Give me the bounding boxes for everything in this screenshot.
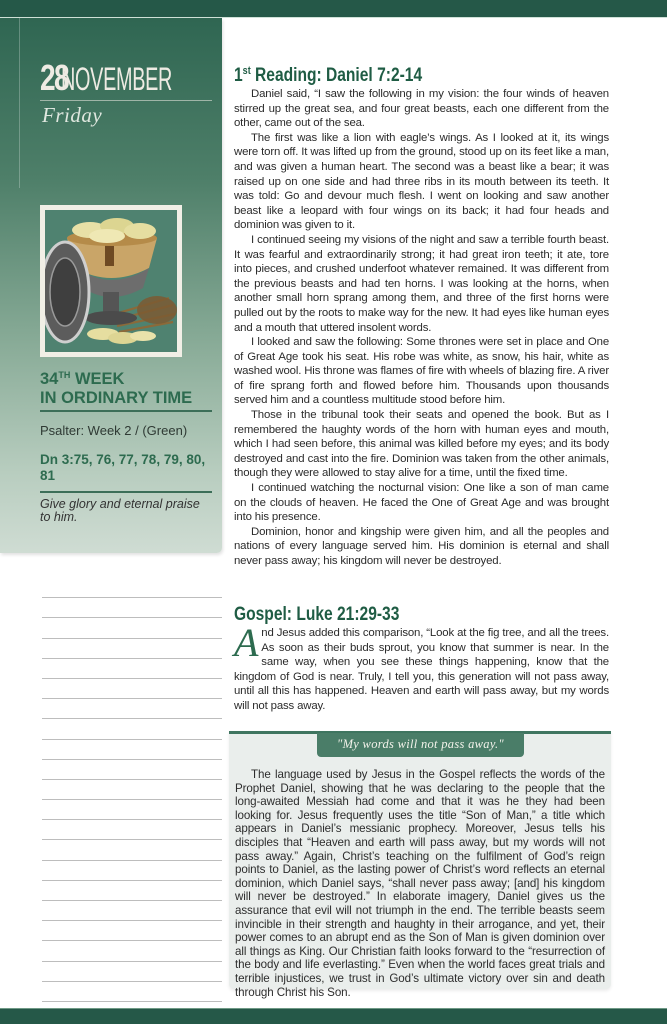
chalice-image-frame xyxy=(40,205,182,357)
psalter-info: Psalter: Week 2 / (Green) xyxy=(40,423,188,438)
week-suffix: TH xyxy=(58,370,71,380)
psalm-reference: Dn 3:75, 76, 77, 78, 79, 80, 81 xyxy=(40,452,206,483)
note-line[interactable] xyxy=(42,760,222,780)
gospel-section xyxy=(234,604,609,714)
date-divider xyxy=(40,100,212,101)
reflection-quote: "My words will not pass away." xyxy=(317,733,524,757)
week-season: IN ORDINARY TIME xyxy=(40,389,193,407)
week-divider xyxy=(40,410,212,412)
chalice-illustration-icon xyxy=(45,210,177,352)
reading-paragraph: Daniel said, “I saw the following in my vision: the four winds of heaven stirred up the great sea, and four great beasts, each one different from the other, came out of the sea. xyxy=(234,88,609,130)
reflection-text: The language used by Jesus in the Gospel reflects the words of the Prophet Daniel, showing that he was declaring to the people that the long-awaited Messiah had come and that it was he they had been looking for. Jesus frequently uses the title “Son of Man,” a title which appears in Daniel’s messianic prophecy. Moreover, Jesus tells his disciples that “Heaven and earth will pass away, but my words will not pass away.” Again, Christ’s teaching on the fulfilment of God’s reign points to Daniel, as the lasting power of Christ’s word reflects an eternal dominion, which Daniel says, “shall never pass away; [and] his kingdom will never be destroyed.” In elaborate imagery, Daniel gives us the assurance that evil will not triumph in the end. The terrible beasts seem invincible in their strength and haughty in their arrogance, and yet, their power comes to an abrupt end as the Son of Man is given dominion over all things as King. Our Christian faith looks forward to the “resurrection of the body and life everlasting.” Even when the world faces great trials and terrible injustices, we trust in God’s ultimate victory over sin and death through Christ his Son. xyxy=(235,768,605,999)
week-word: WEEK xyxy=(74,370,125,388)
title-number: 1 xyxy=(234,65,243,86)
note-line[interactable] xyxy=(42,941,222,961)
note-line[interactable] xyxy=(42,578,222,598)
sidebar-divider xyxy=(19,18,20,188)
first-reading-body xyxy=(234,87,609,569)
first-reading-title xyxy=(234,60,542,87)
note-line[interactable] xyxy=(42,820,222,840)
title-text: Reading: Daniel 7:2-14 xyxy=(250,65,423,86)
date-month: NOVEMBER xyxy=(61,61,173,97)
reading-paragraph: I continued seeing my visions of the night and saw a terrible fourth beast. It was fearful and extraordinarily strong; it had great iron teeth; it ate, tore into pieces, and crushed underfoot whatever remained. It was different from the previous beasts and had ten horns. I was looking at the horns, when another small horn sprang among them, and three of the first horns were pulled out by the roots to make way for the new. It had eyes like human eyes and a mouth that uttered insolent words. xyxy=(234,233,609,334)
liturgical-week-title xyxy=(40,366,212,408)
note-line[interactable] xyxy=(42,679,222,699)
date-header xyxy=(40,57,212,128)
week-number: 34 xyxy=(40,370,59,388)
note-line[interactable] xyxy=(42,598,222,618)
reading-paragraph: Those in the tribunal took their seats and opened the book. But as I remembered the haughty words of the horn with human eyes and mouth, which I had seen before, this animal was killed before my eyes; and its body destroyed and cast into the fire. Dominion was taken from the other animals, though they were allowed to stay alive for a time, until the fixed time. xyxy=(234,409,609,480)
top-banner xyxy=(0,0,667,18)
note-line[interactable] xyxy=(42,639,222,659)
reflection-box xyxy=(229,731,611,999)
reading-paragraph: I continued watching the nocturnal vision: One like a son of man came on the clouds of heaven. He faced the One of Great Age and was brought into his presence. xyxy=(234,482,609,524)
gospel-text: nd Jesus added this comparison, “Look at the fig tree, and all the trees. As soon as their buds sprout, you know that summer is near. In the same way, when you see these things happening, know that the kingdom of God is near. Truly, I tell you, this generation will not pass away, until all this has happened. Heaven and earth will pass away, but my words will not pass away. xyxy=(234,627,609,712)
note-line[interactable] xyxy=(42,699,222,719)
notes-lines[interactable] xyxy=(42,578,222,1002)
reading-paragraph: Dominion, honor and kingship were given him, and all the peoples and nations of every language served him. His dominion is eternal and shall never pass away; his kingdom will never be destroyed. xyxy=(234,525,609,567)
reading-paragraph: The first was like a lion with eagle’s wings. As I looked at it, its wings were torn off. It was lifted up from the ground, stood up on its feet like a man, and was given a human heart. The second was a beast like a bear; it was raised up on one side and had three ribs in its mouth between its teeth. It was told: Go and devour much flesh. I went on looking and saw another beast like a leopard with four wings on its back; it had four heads and dominion was given to it. xyxy=(234,131,609,232)
note-line[interactable] xyxy=(42,901,222,921)
note-line[interactable] xyxy=(42,861,222,881)
note-line[interactable] xyxy=(42,982,222,1002)
psalm-divider xyxy=(40,491,212,493)
date-weekday: Friday xyxy=(42,103,103,127)
gospel-title: Gospel: Luke 21:29-33 xyxy=(234,604,400,625)
note-line[interactable] xyxy=(42,881,222,901)
date-line xyxy=(40,57,212,98)
note-line[interactable] xyxy=(42,719,222,739)
reading-paragraph: I looked and saw the following: Some thrones were set in place and One of Great Age took his seat. His robe was white, as snow, his hair, white as washed wool. His throne was flames of fire with wheels of blazing fire. A river of fire sprang forth and flowed before him. Thousands upon thousands served him and a countless multitude stood before him. xyxy=(234,336,609,407)
gospel-body xyxy=(234,620,609,714)
psalm-response: Give glory and eternal praise to him. xyxy=(40,497,200,524)
first-reading-section xyxy=(234,60,609,569)
note-line[interactable] xyxy=(42,840,222,860)
chalice-image xyxy=(45,210,177,352)
note-line[interactable] xyxy=(42,659,222,679)
bottom-banner xyxy=(0,1008,667,1024)
gospel-dropcap: A xyxy=(234,620,259,665)
note-line[interactable] xyxy=(42,800,222,820)
note-line[interactable] xyxy=(42,921,222,941)
note-line[interactable] xyxy=(42,962,222,982)
title-ordinal: st xyxy=(242,65,251,77)
date-day: 28 xyxy=(40,57,69,98)
note-line[interactable] xyxy=(42,618,222,638)
note-line[interactable] xyxy=(42,740,222,760)
note-line[interactable] xyxy=(42,780,222,800)
